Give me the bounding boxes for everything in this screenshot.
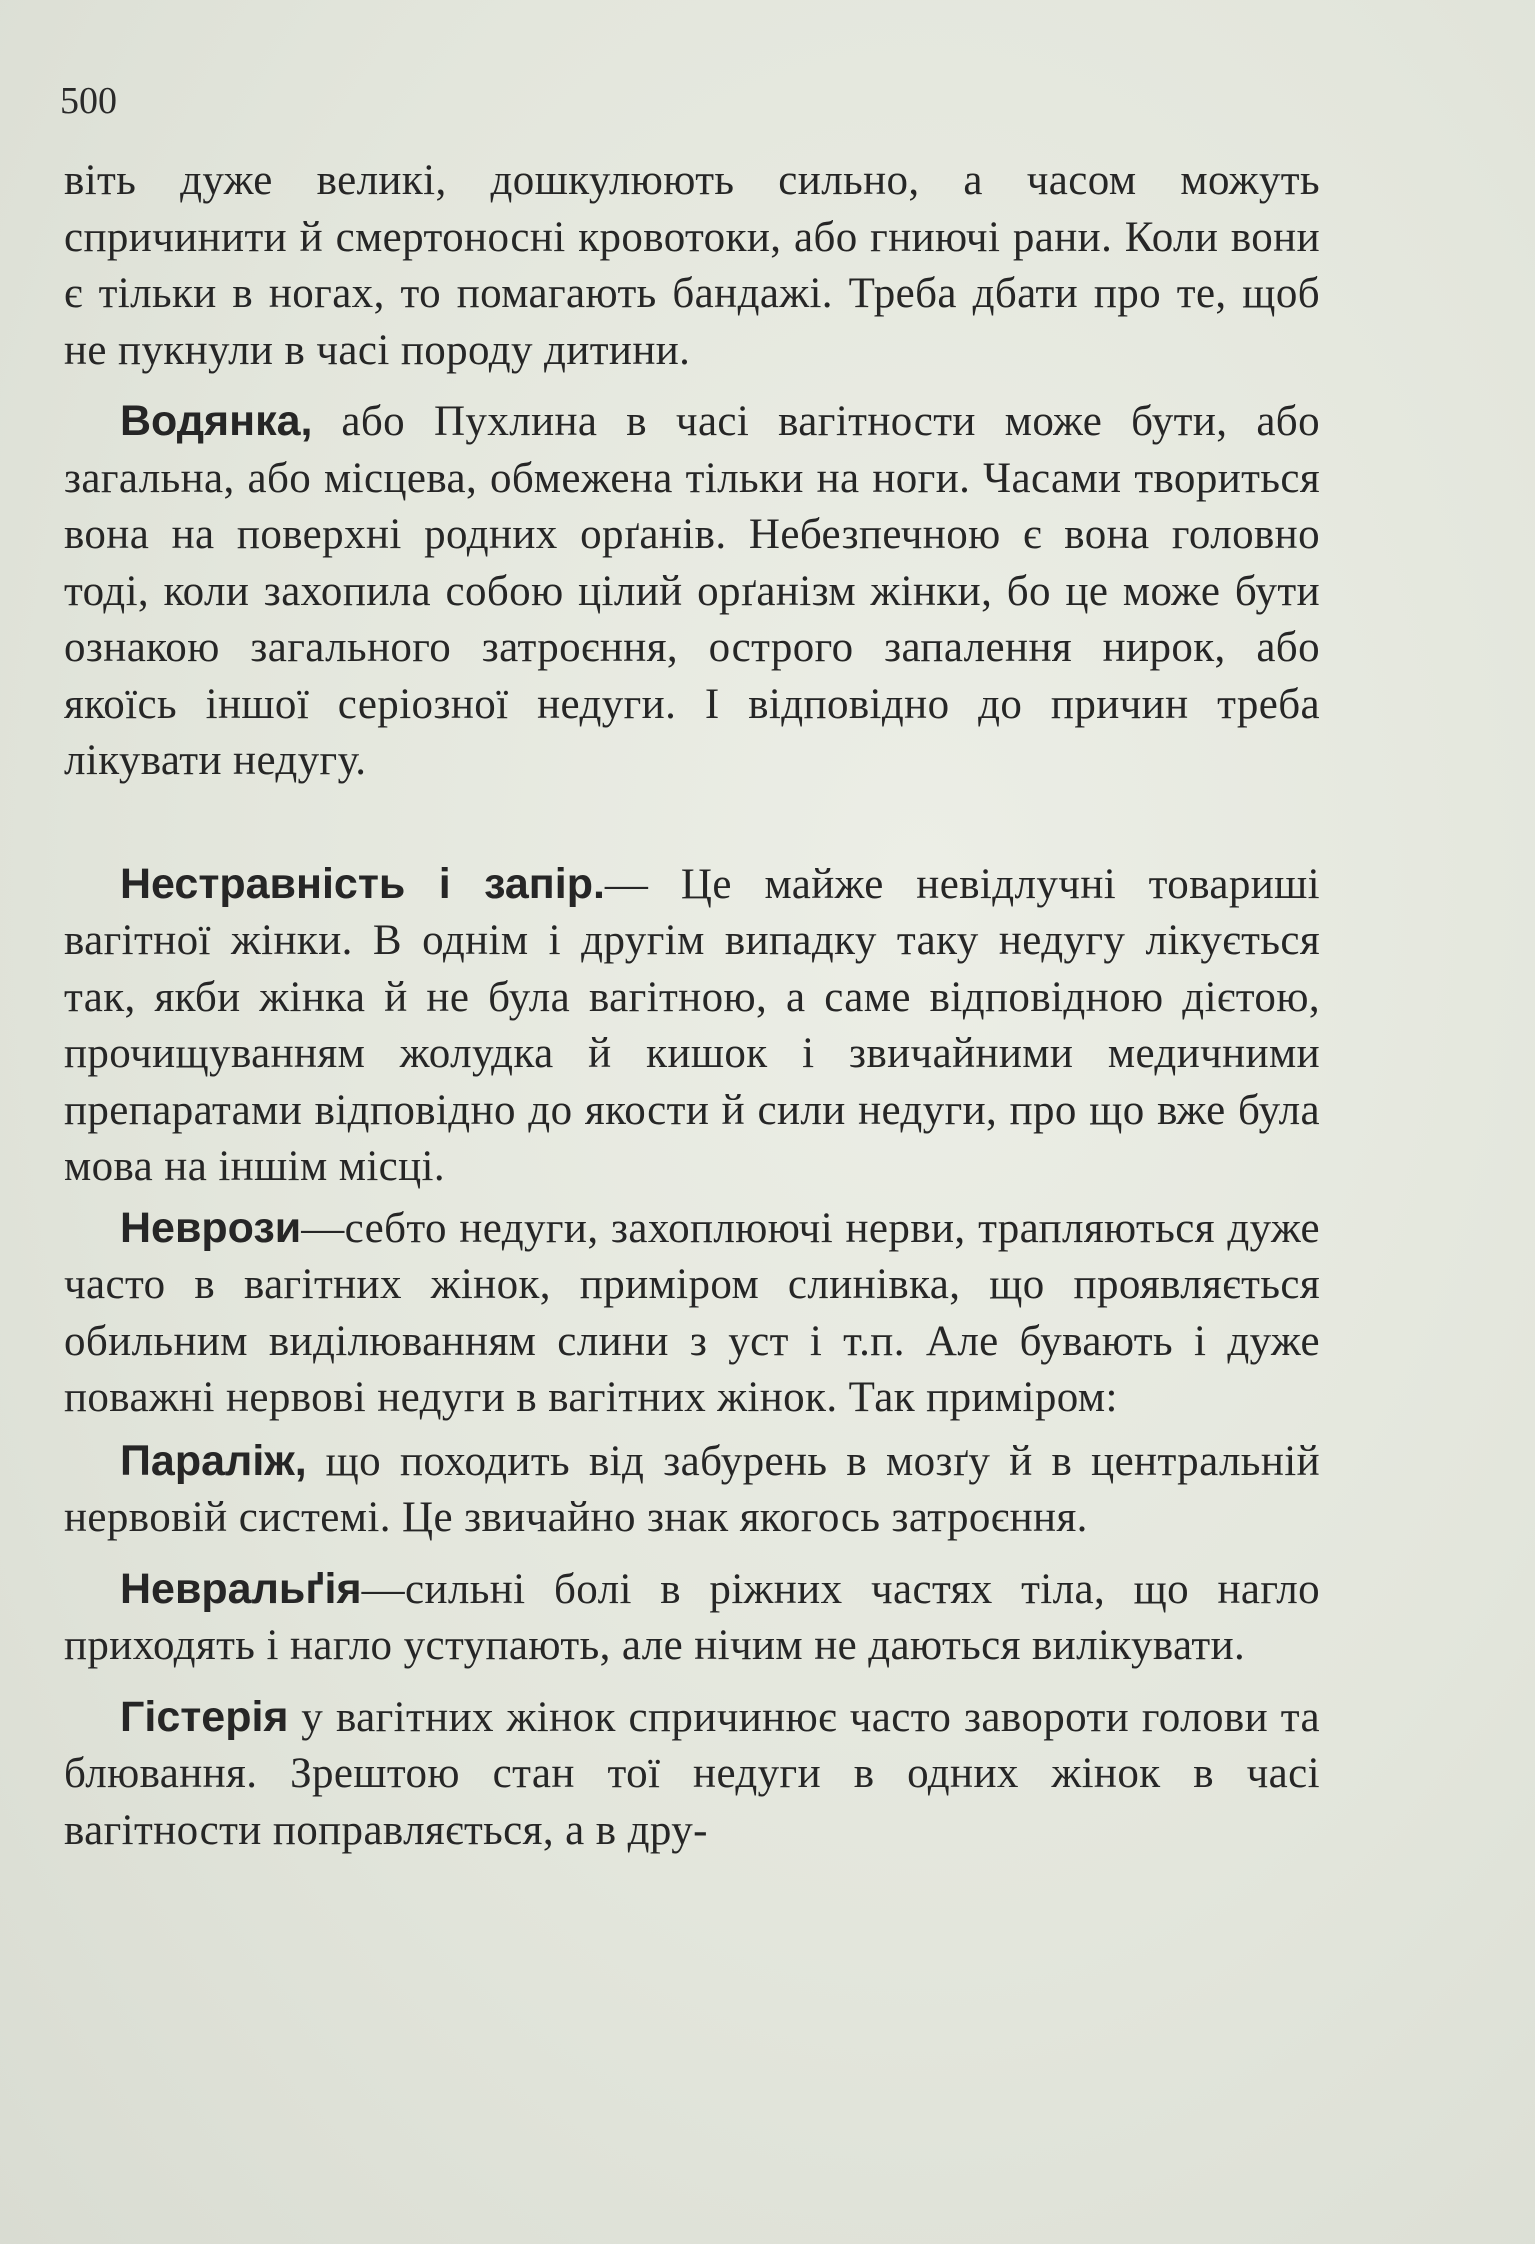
- paragraph-text: — Це майже невідлучні товариші вагітної жінки. В однім і другім випадку таку недугу лікується так, якби жінка й не була вагітною, а саме відповідною дієтою, прочищуванням жолудка й кишок і звичайними медичними препаратами відповідно до якости й сили недуги, про що вже була мова на іншім місці.: [64, 860, 1320, 1190]
- paragraph-paralizh: [64, 1433, 1320, 1547]
- paragraph-text: віть дуже великі, дошкулюють сильно, а часом можуть спричинити й смертоносні кровотоки, або гниючі рани. Коли вони є тільки в ногах, то помагають бандажі. Треба дбати про те, щоб не пукнули в часі породу дитини.: [64, 157, 1320, 374]
- paragraph-continuation: [64, 152, 1320, 379]
- page-number: 500: [60, 80, 117, 122]
- paragraph-lead: Нестравність і запір.: [120, 859, 605, 908]
- paragraph-text: —себто недуги, захоплюючі нерви, трапляються дуже часто в вагітних жінок, приміром слинівка, що проявляється обильним виділюванням слини з уст і т.п. Але бувають і дуже поважні нервові недуги в вагітних жінок. Так приміром:: [64, 1204, 1320, 1421]
- paragraph-lead: Параліж,: [120, 1436, 307, 1485]
- paragraph-vodyanka: [64, 393, 1320, 790]
- paragraph-text: у вагітних жінок спричинює часто завороти голови та блювання. Зрештою стан тої недуги в одних жінок в часі вагітности поправляється, а в дру-: [64, 1693, 1320, 1854]
- text-section-1: [64, 152, 1320, 1859]
- paragraph-nestravnist: [64, 856, 1320, 1196]
- paragraph-nevralgiya: [64, 1561, 1320, 1675]
- paragraph-histeriya: [64, 1689, 1320, 1860]
- paragraph-lead: Водянка,: [120, 397, 313, 445]
- paragraph-text: або Пухлина в часі вагітности може бути, або загальна, або місцева, обмежена тільки на ноги. Часами твориться вона на поверхні родних орґанів. Небезпечною є вона головно тоді, коли захопила собою цілий орґанізм жінки, бо це може бути ознакою загального затроєння, острого запалення нирок, або якоїсь іншої серіозної недуги. І відповідно до причин треба лікувати недугу.: [64, 398, 1320, 784]
- paragraph-lead: Гістерія: [120, 1692, 289, 1741]
- paragraph-lead: Неврози: [120, 1203, 302, 1252]
- paragraph-text: що походить від забурень в мозґу й в центральній нервовій системі. Це звичайно знак якогось затроєння.: [64, 1437, 1320, 1541]
- paragraph-text: —сильні болі в ріжних частях тіла, що нагло приходять і нагло уступають, але нічим не даються вилікувати.: [64, 1565, 1320, 1669]
- paragraph-nevrozy: [64, 1200, 1320, 1427]
- paragraph-lead: Невральґія: [120, 1564, 362, 1613]
